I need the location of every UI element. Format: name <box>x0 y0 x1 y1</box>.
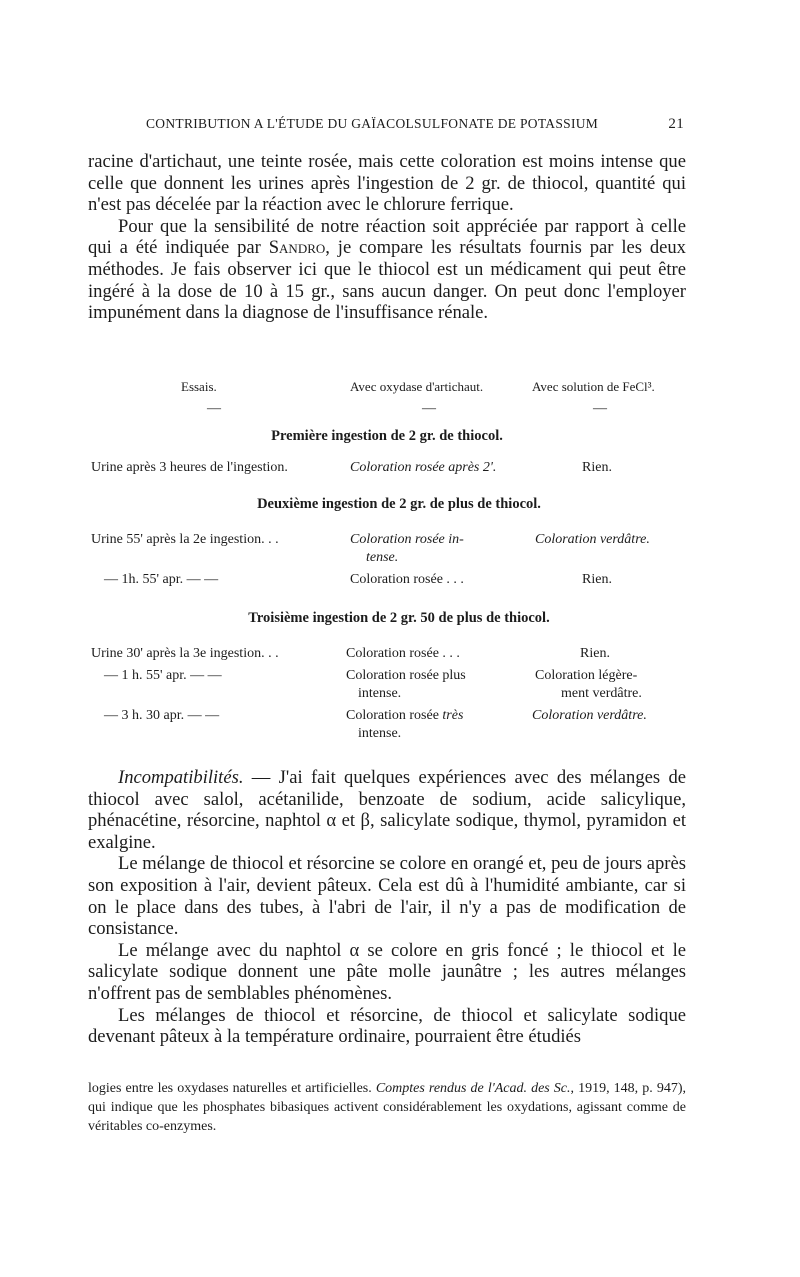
s2-r1-oxydase-1: Coloration rosée in- <box>350 532 464 547</box>
s1-r1-oxydase: Coloration rosée après 2'. <box>350 460 497 475</box>
incompat-paragraph-2: Le mélange de thiocol et résorcine se colore en orangé et, peu de jours après son exposition à l'air, devient pâteux. Cela est dû à l'humidité ambiante, car si on le place dans des tubes, à l'abri de l'air, il n'y a pas de modification de consistance. <box>88 853 686 940</box>
footnote-part-2: , 1919, 148, p. 947), qui indique que les phosphates bibasiques activent considérablement les oxydations, agissant comme de véritables co-enzymes. <box>88 1081 686 1134</box>
s3-r3-oxydase-1b: très <box>442 708 464 723</box>
paragraph-2-part-2: , je compare les résultats fournis par les deux méthodes. Je fais observer ici que le thiocol est un médicament qui peut être ingéré à la dose de 10 à 15 gr., sans aucun danger. On peut donc l'employer impunément dans la diagnose de l'insuffisance rénale. <box>88 237 686 324</box>
s3-r3-oxydase-2: intense. <box>358 726 402 741</box>
s2-r1-fecl: Coloration verdâtre. <box>535 532 650 547</box>
section-3-title: Troisième ingestion de 2 gr. 50 de plus de thiocol. <box>248 610 550 626</box>
incompat-p1-rest: — J'ai fait quelques expériences avec des mélanges de thiocol avec salol, acétanilide, benzoate de sodium, acide salicylique, phénacétine, résorcine, naphtol α et β, salicylate sodique, thymol, pyramidon et exalgine. <box>88 767 686 853</box>
s3-r1-essai: Urine 30' après la 3e ingestion. . . <box>91 646 279 661</box>
section-2-title: Deuxième ingestion de 2 gr. de plus de thiocol. <box>257 496 541 512</box>
s3-r3-essai: — 3 h. 30 apr. — — <box>104 708 220 723</box>
footnote-journal: Comptes rendus de l'Acad. des Sc. <box>375 1081 571 1096</box>
s3-r2-oxydase-2: intense. <box>358 686 402 701</box>
incompat-paragraph-4: Les mélanges de thiocol et résorcine, de thiocol et salicylate sodique devenant pâteux à la température ordinaire, pourraient être étudiés <box>88 1004 686 1048</box>
s2-r2-oxydase: Coloration rosée . . . <box>350 572 464 587</box>
header-dash-3: — <box>593 401 607 416</box>
s1-r1-essai: Urine après 3 heures de l'ingestion. <box>91 460 288 475</box>
paragraph-1: racine d'artichaut, une teinte rosée, mais cette coloration est moins intense que celle que donnent les urines après l'ingestion de 2 gr. de thiocol, quantité qui n'est pas décelée par la réaction avec le chlorure ferrique. <box>88 151 686 216</box>
header-essais: Essais. <box>181 379 217 394</box>
s3-r2-essai: — 1 h. 55' apr. — — <box>104 668 222 683</box>
body-text-top <box>88 151 686 324</box>
incompat-label: Incompatibilités. <box>118 767 244 788</box>
header-dash-1: — <box>207 401 221 416</box>
header-oxydase: Avec oxydase d'artichaut. <box>350 379 484 394</box>
running-header <box>146 116 684 133</box>
s3-r2-fecl-2: ment verdâtre. <box>561 686 642 701</box>
incompat-paragraph-3: Le mélange avec du naphtol α se colore en gris foncé ; le thiocol et le salicylate sodique donnent une pâte molle jaunâtre ; les autres mélanges n'offrent pas de semblables phénomènes. <box>88 939 686 1004</box>
body-text-bottom <box>88 767 686 1048</box>
paragraph-2 <box>88 216 686 324</box>
s2-r2-essai: — 1h. 55' apr. — — <box>104 572 219 587</box>
header-dash-2: — <box>422 401 436 416</box>
s3-r3-oxydase-1 <box>346 708 463 724</box>
incompat-paragraph-1 <box>88 767 686 853</box>
paragraph-2-part-1: Pour que la sensibilité de notre réaction soit appréciée par rapport à celle qui a été indiquée par <box>88 215 686 259</box>
s3-r1-fecl: Rien. <box>580 646 610 661</box>
footnote-text <box>88 1079 686 1136</box>
s2-r1-essai: Urine 55' après la 2e ingestion. . . <box>91 532 279 547</box>
author-name-sandro: Sandro <box>268 237 326 259</box>
s3-r3-oxydase-1a: Coloration rosée <box>346 708 443 723</box>
s2-r2-fecl: Rien. <box>582 572 612 587</box>
s3-r2-oxydase-1: Coloration rosée plus <box>346 668 466 683</box>
page-number: 21 <box>668 116 684 132</box>
s3-r3-fecl: Coloration verdâtre. <box>532 708 647 723</box>
s2-r1-oxydase-2: tense. <box>366 550 399 565</box>
footnote-part-1: logies entre les oxydases naturelles et artificielles. <box>88 1081 376 1096</box>
s3-r2-fecl-1: Coloration légère- <box>535 668 638 683</box>
footnote <box>88 1079 686 1136</box>
header-fecl: Avec solution de FeCl³. <box>532 379 655 394</box>
running-title: CONTRIBUTION A L'ÉTUDE DU GAÏACOLSULFONATE DE POTASSIUM <box>146 116 599 131</box>
section-1-title: Première ingestion de 2 gr. de thiocol. <box>271 428 503 444</box>
s3-r1-oxydase: Coloration rosée . . . <box>346 646 460 661</box>
s1-r1-fecl: Rien. <box>582 460 612 475</box>
